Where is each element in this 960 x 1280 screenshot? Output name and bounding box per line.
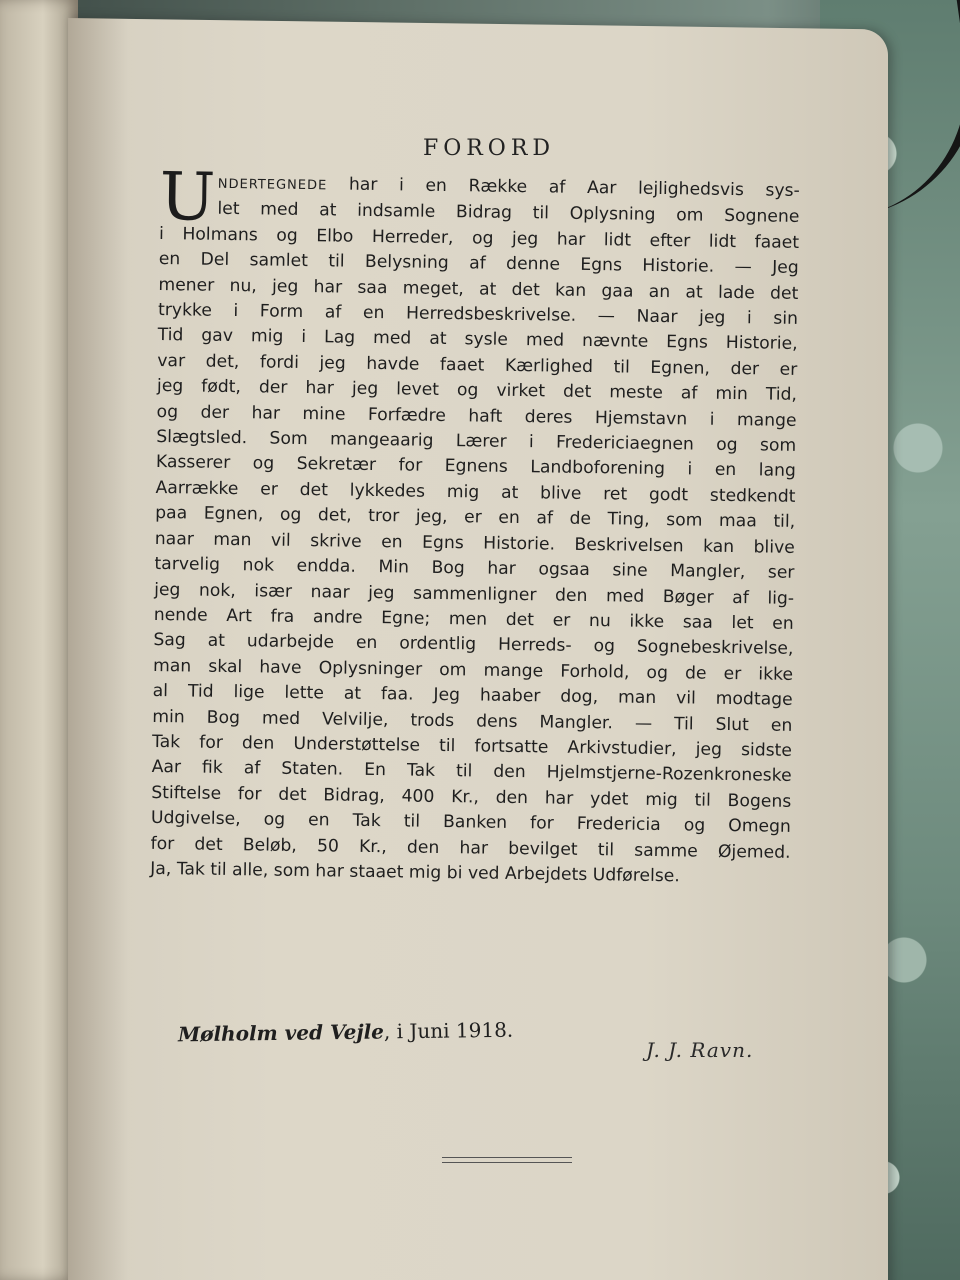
decorative-rule-bottom (442, 1162, 572, 1163)
date-text: , i Juni 1918. (383, 1017, 514, 1044)
decorative-rule-top (442, 1157, 572, 1158)
text-line: Slægtsled. Som mangeaarig Lærer i Fredericiaegnen og som (156, 427, 797, 456)
text-line: man skal have Oplysninger om mange Forhold, og de er ikke (152, 655, 794, 685)
text-line: min Bog med Velvilje, trods dens Mangler. — Til Slut en (152, 706, 793, 736)
page-gutter-shadow (68, 18, 128, 1280)
text-line: tarvelig nok endda. Min Bog har ogsaa sine Mangler, ser (154, 554, 795, 583)
text-line: i Holmans og Elbo Herreder, og jeg har lidt efter lidt faaet (158, 223, 800, 253)
text-line: Tid gav mig i Lag med at sysle med nævnte Egns Historie, (157, 325, 798, 355)
page-title: FORORD (422, 136, 556, 161)
text-line: for det Beløb, 50 Kr., den har bevilget til samme Øjemed. (150, 833, 791, 863)
text-line: Tak for den Understøttelse til fortsatte Arkivstudier, jeg sidste (151, 731, 793, 761)
text-line: Kasserer og Sekretær for Egnens Landboforening i en lang (155, 452, 796, 482)
text-line: nende Art fra andre Egne; men det er nu ikke saa let en (153, 604, 794, 634)
text-line: var det, fordi jeg havde faaet Kærlighed til Egnen, der er (157, 350, 798, 380)
text-line: Aarrække er det lykkedes mig at blive ret godt stedkendt (155, 477, 796, 507)
preface-body (150, 158, 800, 891)
left-page-edge (0, 0, 78, 1280)
place-name: Mølholm ved Vejle (177, 1019, 385, 1047)
text-line: Stiftelse for det Bidrag, 400 Kr., den har ydet mig til Bogens (151, 782, 792, 812)
text-line: og der har mine Forfædre haft deres Hjemstavn i mange (156, 401, 797, 431)
text-line: jeg født, der har jeg levet og virket det meste af min Tid, (156, 376, 798, 406)
drop-cap: U (159, 158, 216, 236)
place-date (178, 1018, 514, 1047)
text-line: Udgivelse, og en Tak til Banken for Fredericia og Omegn (150, 808, 792, 838)
text-line: jeg nok, især naar jeg sammenligner den med Bøger af lig- (154, 579, 795, 609)
first-word: NDERTEGNEDE (217, 176, 328, 194)
text-line: paa Egnen, og det, tror jeg, er en af de Ting, som maa til, (155, 503, 796, 533)
author-signature: J. J. Ravn. (646, 1038, 754, 1062)
text-line: trykke i Form af en Herredsbeskrivelse. — Naar jeg i sin (157, 300, 799, 329)
text-line: en Del samlet til Belysning af denne Egns Historie. — Jeg (158, 249, 799, 279)
text-line: al Tid lige lette at faa. Jeg haaber dog, man vil modtage (152, 681, 793, 711)
text-line: mener nu, jeg har saa meget, at det kan gaa an at lade det (158, 274, 799, 304)
text-line: naar man vil skrive en Egns Historie. Beskrivelsen kan blive (154, 528, 795, 558)
text-line: Sag at udarbejde en ordentlig Herreds- og Sognebeskrivelse, (153, 630, 794, 660)
text-line: Aar fik af Staten. En Tak til den Hjelmstjerne-Rozenkroneske (151, 757, 792, 787)
text-line: Ja, Tak til alle, som har staaet mig bi ved Arbejdets Udførelse. (150, 858, 680, 887)
text-line: NDERTEGNEDE har i en Række af Aar lejlighedsvis sys- (217, 174, 800, 201)
text-line: let med at indsamle Bidrag til Oplysning om Sognene (217, 199, 800, 228)
